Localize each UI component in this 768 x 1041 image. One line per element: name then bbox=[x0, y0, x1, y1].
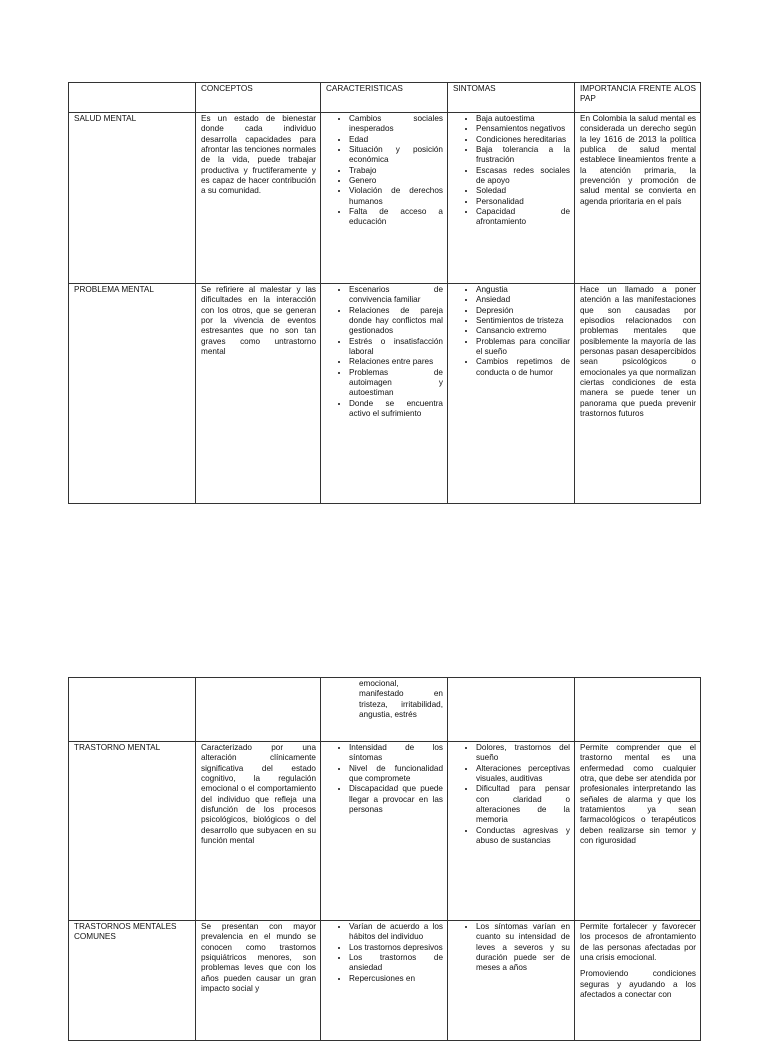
list-item: • Situación y posición económica bbox=[349, 145, 443, 166]
table-row-trastornos-comunes bbox=[69, 921, 701, 1041]
list-item: • Condiciones hereditarias bbox=[476, 135, 570, 145]
concepto-cell: Se refiriere al malestar y las dificultades en la interacción con los otros, que se generan por la vivencia de eventos estresantes que no son tan graves como untrastorno mental bbox=[196, 284, 321, 504]
concepts-table-top bbox=[68, 82, 701, 504]
list-item: • Angustia bbox=[476, 285, 570, 295]
table-row-problema-mental bbox=[69, 284, 701, 504]
caracteristicas-list bbox=[326, 743, 443, 815]
list-item: • Dificultad para pensar con claridad o alteraciones de la memoria bbox=[476, 784, 570, 825]
caracteristicas-cell bbox=[321, 742, 448, 921]
continuation-row bbox=[69, 678, 701, 742]
continuation-text: emocional, manifestado en tristeza, irritabilidad, angustia, estrés bbox=[321, 678, 448, 742]
header-empty bbox=[69, 83, 196, 113]
list-item: • Depresión bbox=[476, 306, 570, 316]
list-item: • Escasas redes sociales de apoyo bbox=[476, 166, 570, 187]
list-item: • Problemas de autoimagen y autoestiman bbox=[349, 368, 443, 399]
list-item: • Los trastornos depresivos bbox=[349, 943, 443, 953]
sintomas-cell bbox=[448, 284, 575, 504]
caracteristicas-list bbox=[326, 114, 443, 228]
header-caracteristicas: CARACTERISTICAS bbox=[321, 83, 448, 113]
list-item: • Intensidad de los síntomas bbox=[349, 743, 443, 764]
list-item: • Problemas para conciliar el sueño bbox=[476, 337, 570, 358]
list-item: • Falta de acceso a educación bbox=[349, 207, 443, 228]
list-item: • Cambios sociales inesperados bbox=[349, 114, 443, 135]
sintomas-list bbox=[453, 922, 570, 974]
sintomas-cell bbox=[448, 921, 575, 1041]
list-item: • Baja tolerancia a la frustración bbox=[476, 145, 570, 166]
row-label: TRASTORNOS MENTALES COMUNES bbox=[69, 921, 196, 1041]
list-item: • Capacidad de afrontamiento bbox=[476, 207, 570, 228]
caracteristicas-list bbox=[326, 285, 443, 419]
header-importancia: IMPORTANCIA FRENTE ALOS PAP bbox=[575, 83, 701, 113]
empty-cell bbox=[448, 678, 575, 742]
caracteristicas-list bbox=[326, 922, 443, 984]
list-item: • Los trastornos de ansiedad bbox=[349, 953, 443, 974]
header-row bbox=[69, 83, 701, 113]
importancia-cell: En Colombia la salud mental es considerada un derecho según la ley 1616 de 2013 la política publica de salud mental establece lineamientos frente a la atención primaria, la prevención y promoción de salud mental se convierta en agenda prioritaria en el país bbox=[575, 113, 701, 284]
list-item: • Nivel de funcionalidad que compromete bbox=[349, 764, 443, 785]
list-item: • Donde se encuentra activo el sufrimiento bbox=[349, 399, 443, 420]
concepto-cell: Se presentan con mayor prevalencia en el mundo se conocen como trastornos psiquiátricos menores, son problemas leves que con los años pueden causar un gran impacto social y bbox=[196, 921, 321, 1041]
importancia-paragraph: Permite fortalecer y favorecer los procesos de afrontamiento de las personas afectadas por una crisis emocional. bbox=[580, 922, 696, 962]
list-item: • Baja autoestima bbox=[476, 114, 570, 124]
table-row-trastorno-mental bbox=[69, 742, 701, 921]
list-item: • Estrés o insatisfacción laboral bbox=[349, 337, 443, 358]
sintomas-cell bbox=[448, 113, 575, 284]
caracteristicas-cell bbox=[321, 284, 448, 504]
header-conceptos: CONCEPTOS bbox=[196, 83, 321, 113]
list-item: • Escenarios de convivencia familiar bbox=[349, 285, 443, 306]
importancia-cell: Permite comprender que el trastorno mental es una enfermedad como cualquier otra, que debe ser atendida por profesionales interpretando las señales de alarma y que los tratamientos ya sean farmacológicos o terapéuticos deben realizarse sin temor y con rigurosidad bbox=[575, 742, 701, 921]
concepto-cell: Caracterizado por una alteración clínicamente significativa del estado cognitivo, la regulación emocional o el comportamiento del individuo que refleja una disfunción de los procesos psicológicos, biológicos o del desarrollo que subyacen en su función mental bbox=[196, 742, 321, 921]
caracteristicas-cell bbox=[321, 921, 448, 1041]
list-item: • Dolores, trastornos del sueño bbox=[476, 743, 570, 764]
header-sintomas: SINTOMAS bbox=[448, 83, 575, 113]
table-row-salud-mental bbox=[69, 113, 701, 284]
list-item: • Edad bbox=[349, 135, 443, 145]
list-item: • Repercusiones en bbox=[349, 974, 443, 984]
sintomas-list bbox=[453, 285, 570, 378]
list-item: • Trabajo bbox=[349, 166, 443, 176]
row-label: SALUD MENTAL bbox=[69, 113, 196, 284]
concepts-table-bottom bbox=[68, 677, 701, 1041]
sintomas-cell bbox=[448, 742, 575, 921]
sintomas-list bbox=[453, 114, 570, 228]
caracteristicas-cell bbox=[321, 113, 448, 284]
concepto-cell: Es un estado de bienestar donde cada individuo desarrolla capacidades para afrontar las tenciones normales de la vida, puede trabajar productiva y fructiferamente y es capaz de hacer contribución a su comunidad. bbox=[196, 113, 321, 284]
empty-cell bbox=[69, 678, 196, 742]
importancia-cell: Hace un llamado a poner atención a las manifestaciones que son causadas por episodios relacionados con problemas mentales que posiblemente la mayoría de las personas pasan desapercibidos sean psicológicos o emocionales ya que normalizan ciertas condiciones de esta manera se puede tener un panorama que pueda prevenir trastornos futuros bbox=[575, 284, 701, 504]
list-item: • Cansancio extremo bbox=[476, 326, 570, 336]
row-label: PROBLEMA MENTAL bbox=[69, 284, 196, 504]
list-item: • Relaciones de pareja donde hay conflictos mal gestionados bbox=[349, 306, 443, 337]
row-label: TRASTORNO MENTAL bbox=[69, 742, 196, 921]
list-item: • Genero bbox=[349, 176, 443, 186]
list-item: • Relaciones entre pares bbox=[349, 357, 443, 367]
list-item: • Discapacidad que puede llegar a provocar en las personas bbox=[349, 784, 443, 815]
list-item: • Ansiedad bbox=[476, 295, 570, 305]
list-item: • Sentimientos de tristeza bbox=[476, 316, 570, 326]
list-item: • Alteraciones perceptivas visuales, auditivas bbox=[476, 764, 570, 785]
list-item: • Varían de acuerdo a los hábitos del individuo bbox=[349, 922, 443, 943]
list-item: • Pensamientos negativos bbox=[476, 124, 570, 134]
list-item: • Conductas agresivas y abuso de sustancias bbox=[476, 826, 570, 847]
importancia-cell bbox=[575, 921, 701, 1041]
importancia-paragraph: Promoviendo condiciones seguras y ayudando a los afectados a conectar con bbox=[580, 969, 696, 999]
empty-cell bbox=[575, 678, 701, 742]
list-item: • Cambios repetimos de conducta o de humor bbox=[476, 357, 570, 378]
empty-cell bbox=[196, 678, 321, 742]
list-item: • Violación de derechos humanos bbox=[349, 186, 443, 207]
sintomas-list bbox=[453, 743, 570, 846]
list-item: • Soledad bbox=[476, 186, 570, 196]
list-item: • Personalidad bbox=[476, 197, 570, 207]
list-item: • Los síntomas varían en cuanto su intensidad de leves a severos y su duración puede ser de meses a años bbox=[476, 922, 570, 974]
